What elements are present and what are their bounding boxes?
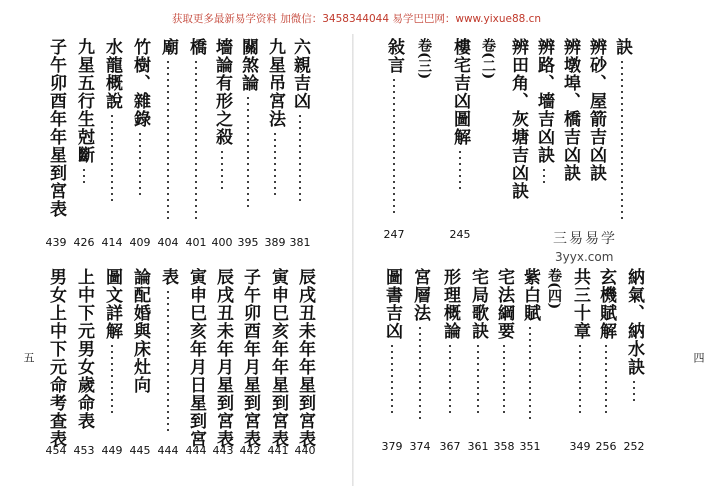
toc-entry-title: 橋 — [186, 38, 206, 56]
toc-entry — [412, 38, 436, 79]
leader-dots — [503, 343, 505, 413]
leader-dots — [529, 325, 531, 419]
toc-entry — [263, 38, 287, 199]
toc-page-number: 367 — [439, 440, 461, 453]
toc-page-number: 440 — [294, 444, 316, 457]
toc-entry-title: 宮層法 — [410, 268, 430, 322]
leader-dots — [621, 59, 623, 219]
leader-dots — [299, 113, 301, 205]
toc-entry-title: 圖書吉凶 — [382, 268, 402, 340]
toc-entry-title: 論配婚與床灶向 — [130, 268, 150, 394]
toc-entry-title: 竹樹、雜錄 — [130, 38, 150, 128]
watermark-chinese: 三易易学 — [553, 231, 617, 247]
toc-entry-title: 辨田角、灰塘吉凶訣 — [508, 38, 528, 200]
toc-entry-title: 辨砂、屋箭吉凶訣 — [586, 38, 606, 182]
leader-dots — [449, 343, 451, 413]
toc-entry — [382, 38, 406, 213]
toc-entry-title: 寅申巳亥年月日星到宮 — [186, 268, 206, 448]
toc-entry-title: 表 — [158, 268, 178, 286]
toc-entry — [610, 38, 634, 219]
toc-page-number: 374 — [409, 440, 431, 453]
leader-dots — [605, 343, 607, 413]
toc-entry — [558, 38, 582, 182]
leader-dots — [111, 113, 113, 205]
toc-entry — [211, 268, 235, 448]
leader-dots — [167, 59, 169, 223]
toc-entry-title: 辰戌丑未年月星到宮表 — [213, 268, 233, 448]
toc-entry — [128, 38, 152, 199]
toc-entry — [293, 268, 317, 448]
toc-page-number: 381 — [289, 236, 311, 249]
toc-entry-title: 子午卯酉年月星到宮表 — [240, 268, 260, 448]
toc-entry-title: 辰戌丑未年年星到宮表 — [295, 268, 315, 448]
toc-page-number: 379 — [381, 440, 403, 453]
toc-entry-title: 子午卯酉年年星到宮表 — [46, 38, 66, 218]
toc-page-number: 441 — [267, 444, 289, 457]
book-spine — [352, 34, 354, 486]
toc-page-number: 453 — [73, 444, 95, 457]
toc-entry — [238, 268, 262, 448]
toc-page-number: 439 — [45, 236, 67, 249]
leader-dots — [221, 149, 223, 193]
toc-entry — [542, 268, 566, 309]
leader-dots — [195, 59, 197, 223]
toc-entry — [288, 38, 312, 205]
leader-dots — [247, 95, 249, 211]
page-number-right: 四 — [692, 352, 705, 363]
toc-entry — [622, 268, 646, 401]
toc-entry — [448, 38, 472, 189]
leader-dots — [274, 131, 276, 199]
toc-entry — [438, 268, 462, 413]
toc-entry — [156, 268, 180, 431]
toc-entry-title: 九星吊宮法 — [265, 38, 285, 128]
toc-entry-title: 九星五行生尅斷 — [74, 38, 94, 164]
toc-entry — [44, 38, 68, 218]
toc-entry-title: 紫白賦 — [520, 268, 540, 322]
toc-entry — [476, 38, 500, 79]
toc-page-number: 443 — [212, 444, 234, 457]
toc-page-number: 256 — [595, 440, 617, 453]
toc-entry — [506, 38, 530, 200]
toc-page-number: 395 — [237, 236, 259, 249]
leader-dots — [139, 131, 141, 199]
toc-entry — [532, 38, 556, 183]
toc-page-number: 442 — [239, 444, 261, 457]
toc-entry — [594, 268, 618, 413]
leader-dots — [419, 325, 421, 419]
toc-page-number: 445 — [129, 444, 151, 457]
toc-entry — [492, 268, 516, 413]
toc-page-number: 401 — [185, 236, 207, 249]
toc-page-number: 349 — [569, 440, 591, 453]
toc-entry-title: 六親吉凶 — [290, 38, 310, 110]
toc-entry — [156, 38, 180, 223]
leader-dots — [391, 343, 393, 413]
toc-entry-title: 納氣、納水訣 — [624, 268, 644, 376]
toc-entry-title: 樓宅吉凶圖解 — [450, 38, 470, 146]
toc-entry-title: 敍言 — [384, 38, 404, 74]
leader-dots — [633, 379, 635, 401]
leader-dots — [393, 77, 395, 213]
toc-entry — [380, 268, 404, 413]
page-header-banner: 获取更多最新易学资料 加微信：3458344044 易学巴巴网：www.yixue88.cn — [171, 13, 542, 25]
toc-entry — [236, 38, 260, 211]
toc-entry — [100, 38, 124, 205]
toc-entry-title: 關煞論 — [238, 38, 258, 92]
toc-entry — [210, 38, 234, 193]
toc-entry — [518, 268, 542, 419]
toc-page-number: 389 — [264, 236, 286, 249]
volume-heading: 卷(二) — [480, 38, 496, 80]
toc-entry — [100, 268, 124, 413]
toc-entry — [466, 268, 490, 413]
toc-entry-title: 墻論有形之殺 — [212, 38, 232, 146]
toc-page-number: 426 — [73, 236, 95, 249]
toc-entry — [72, 268, 96, 430]
toc-page-number: 404 — [157, 236, 179, 249]
watermark-url: 3yyx.com — [555, 250, 614, 264]
toc-page-number: 361 — [467, 440, 489, 453]
toc-page-number: 444 — [157, 444, 179, 457]
volume-heading: 卷(四) — [546, 268, 562, 310]
toc-entry-title: 寅申巳亥年年星到宮表 — [268, 268, 288, 448]
page-number-left: 五 — [22, 352, 35, 363]
toc-entry — [584, 38, 608, 182]
toc-entry-title: 圖文詳解 — [102, 268, 122, 340]
toc-entry-title: 水龍概說 — [102, 38, 122, 110]
toc-entry — [184, 268, 208, 448]
toc-page-number: 449 — [101, 444, 123, 457]
toc-entry-title: 共三十章 — [570, 268, 590, 340]
leader-dots — [167, 289, 169, 431]
leader-dots — [83, 167, 85, 187]
toc-entry — [266, 268, 290, 448]
toc-entry-title: 上中下元男女歲命表 — [74, 268, 94, 430]
toc-page-number: 252 — [623, 440, 645, 453]
toc-entry — [184, 38, 208, 223]
toc-entry-title: 辨墩埠、橋吉凶訣 — [560, 38, 580, 182]
toc-entry-title: 宅法綱要 — [494, 268, 514, 340]
toc-page-number: 351 — [519, 440, 541, 453]
leader-dots — [579, 343, 581, 413]
toc-page-number: 358 — [493, 440, 515, 453]
toc-page-number: 245 — [449, 228, 471, 241]
toc-entry — [44, 268, 68, 448]
toc-entry — [568, 268, 592, 413]
toc-page-number: 454 — [45, 444, 67, 457]
toc-entry — [128, 268, 152, 394]
toc-entry — [72, 38, 96, 187]
toc-entry-title: 訣 — [612, 38, 632, 56]
toc-page-number: 444 — [185, 444, 207, 457]
toc-entry-title: 廟 — [158, 38, 178, 56]
leader-dots — [477, 343, 479, 413]
toc-entry-title: 宅局歌訣 — [468, 268, 488, 340]
toc-page-number: 400 — [211, 236, 233, 249]
toc-entry-title: 玄機賦解 — [596, 268, 616, 340]
toc-page-number: 414 — [101, 236, 123, 249]
toc-page-number: 247 — [383, 228, 405, 241]
toc-entry — [408, 268, 432, 419]
leader-dots — [459, 149, 461, 189]
leader-dots — [543, 167, 545, 183]
toc-entry-title: 男女上中下元命考查表 — [46, 268, 66, 448]
toc-entry-title: 辨路、墻吉凶訣 — [534, 38, 554, 164]
toc-entry-title: 形理概論 — [440, 268, 460, 340]
leader-dots — [111, 343, 113, 413]
volume-heading: 卷(三) — [416, 38, 432, 80]
toc-page-number: 409 — [129, 236, 151, 249]
